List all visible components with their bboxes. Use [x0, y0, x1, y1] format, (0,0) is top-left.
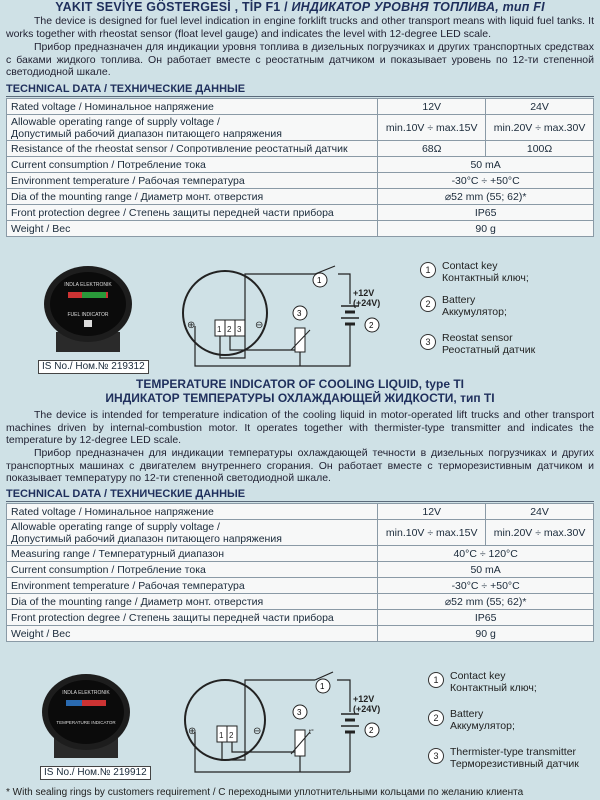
- spec-label: Dia of the mounting range / Диаметр монт. отверстия: [7, 594, 378, 610]
- spec-label: Environment temperature / Рабочая температура: [7, 578, 378, 594]
- section2-tech-header: TECHNICAL DATA / ТЕХНИЧЕСКИЕ ДАННЫЕ: [6, 488, 246, 500]
- table-row: [7, 504, 594, 520]
- spec-value: 12V: [378, 504, 486, 520]
- spec-label: Measuring range / Температурный диапазон: [7, 546, 378, 562]
- svg-text:TEMPERATURE INDICATOR: TEMPERATURE INDICATOR: [56, 720, 116, 725]
- spec-label: Front protection degree / Степень защиты передней части прибора: [7, 205, 378, 221]
- svg-text:INDLA ELEKTRONIK: INDLA ELEKTRONIK: [62, 690, 110, 696]
- svg-text:3: 3: [297, 309, 302, 318]
- svg-text:(+24V): (+24V): [353, 704, 381, 714]
- section1-desc-en: The device is designed for fuel level indication in engine forklift trucks and other transport means with liquid fuel tanks. It works together with rheostat sensor (float level gauge) and indicates the level with 12-degree LED scale.: [6, 15, 594, 40]
- section2-title-ru: ИНДИКАТОР ТЕМПЕРАТУРЫ ОХЛАЖДАЮЩЕЙ ЖИДКОСТИ, тип TI: [105, 391, 495, 405]
- spec-value: 100Ω: [486, 141, 594, 157]
- table-row: [7, 578, 594, 594]
- table-row: [7, 141, 594, 157]
- svg-text:2: 2: [369, 321, 374, 330]
- spec-label: Front protection degree / Степень защиты передней части прибора: [7, 610, 378, 626]
- table-row: [7, 520, 594, 546]
- svg-text:⊖: ⊖: [255, 320, 264, 331]
- svg-text:⊖: ⊖: [253, 726, 262, 737]
- spec-value: 12V: [378, 99, 486, 115]
- svg-text:⊕: ⊕: [187, 320, 196, 331]
- spec-value: 90 g: [378, 221, 594, 237]
- svg-text:1: 1: [320, 682, 325, 691]
- spec-value: min.10V ÷ max.15V: [378, 520, 486, 546]
- svg-text:(+24V): (+24V): [353, 298, 381, 308]
- section2-legend: 1 Contact key Контактный ключ; 2 Battery Аккумулятор; 3 Thermister-type transmitter Терморезистивный датчик: [428, 670, 600, 780]
- svg-text:t°: t°: [309, 729, 314, 736]
- svg-text:2: 2: [227, 325, 232, 334]
- section2-desc-ru: Прибор предназначен для индикации температуры охлаждающей течности в дизельных погрузчиках и других транспортных машинах с двигателем внутреннего сгорания. Он работает вместе с терморезистивным датчиком и показывает температуру по 12-ти степенной светодиодной шкале.: [6, 447, 594, 484]
- fuel-voltage-label: +12V: [353, 288, 375, 298]
- svg-text:INDLA ELEKTRONIK: INDLA ELEKTRONIK: [64, 282, 112, 288]
- section1-spec-table: [6, 98, 594, 237]
- spec-label: Rated voltage / Номинальное напряжение: [7, 99, 378, 115]
- svg-text:FUEL INDICATOR: FUEL INDICATOR: [67, 312, 109, 318]
- spec-value: ⌀52 mm (55; 62)*: [378, 594, 594, 610]
- svg-text:3: 3: [297, 708, 302, 717]
- svg-text:1: 1: [219, 731, 224, 740]
- spec-label: Allowable operating range of supply voltage / Допустимый рабочий диапазон питающего напряжения: [7, 115, 378, 141]
- table-row: [7, 205, 594, 221]
- table-row: [7, 610, 594, 626]
- footnote: * With sealing rings by customers requirement / С переходными уплотнительными кольцами по желанию клиента: [6, 787, 524, 798]
- spec-value: min.20V ÷ max.30V: [486, 520, 594, 546]
- spec-label: Allowable operating range of supply voltage / Допустимый рабочий диапазон питающего напряжения: [7, 520, 378, 546]
- table-row: [7, 189, 594, 205]
- spec-label: Current consumption / Потребление тока: [7, 562, 378, 578]
- fuel-wiring-diagram: [175, 258, 400, 376]
- table-row: [7, 594, 594, 610]
- table-row: [7, 626, 594, 642]
- spec-value: -30°C ÷ +50°C: [378, 173, 594, 189]
- temperature-wiring-diagram: [175, 668, 400, 780]
- svg-text:1: 1: [317, 276, 322, 285]
- table-row: [7, 115, 594, 141]
- spec-value: 68Ω: [378, 141, 486, 157]
- spec-label: Resistance of the rheostat sensor / Сопротивление реостатный датчик: [7, 141, 378, 157]
- table-row: [7, 99, 594, 115]
- section2-spec-table: [6, 503, 594, 642]
- spec-value: 50 mA: [378, 562, 594, 578]
- spec-label: Weight / Вес: [7, 626, 378, 642]
- spec-label: Dia of the mounting range / Диаметр монт. отверстия: [7, 189, 378, 205]
- spec-label: Current consumption / Потребление тока: [7, 157, 378, 173]
- svg-text:⊕: ⊕: [188, 726, 197, 737]
- table-row: [7, 157, 594, 173]
- section1-title: YAKIT SEVİYE GÖSTERGESİ , TİP F1 / ИНДИКАТОР УРОВНЯ ТОПЛИВА, тип FI: [55, 0, 545, 14]
- section2-title-en: TEMPERATURE INDICATOR OF COOLING LIQUID, type TI: [135, 377, 464, 391]
- section1-is-number: IS No./ Ном.№ 219312: [38, 360, 149, 374]
- table-row: [7, 221, 594, 237]
- spec-label: Environment temperature / Рабочая температура: [7, 173, 378, 189]
- section1-legend: 1 Contact key Контактный ключ; 2 Battery Аккумулятор; 3 Reostat sensor Реостатный датчик: [420, 260, 600, 360]
- section1-tech-header: TECHNICAL DATA / ТЕХНИЧЕСКИЕ ДАННЫЕ: [6, 83, 246, 95]
- spec-value: 24V: [486, 99, 594, 115]
- spec-value: min.10V ÷ max.15V: [378, 115, 486, 141]
- section1-desc-ru: Прибор предназначен для индикации уровня топлива в дизельных погрузчиках и других транспортных средствах с баками жидкого топлива. Он работает вместе с реостатным датчиком и показывает уровень по 12-ти степенной светодиодной шкале.: [6, 41, 594, 78]
- svg-text:2: 2: [229, 731, 234, 740]
- section2-desc-en: The device is intended for temperature indication of the cooling liquid in motor-operated lift trucks and other transport machines driven by internal-combustion motor. It operates together with thermister-type transmitter and indicates the temperature by 12-degree LED scale.: [6, 409, 594, 446]
- spec-value: 50 mA: [378, 157, 594, 173]
- spec-value: ⌀52 mm (55; 62)*: [378, 189, 594, 205]
- svg-text:2: 2: [369, 726, 374, 735]
- spec-value: -30°C ÷ +50°C: [378, 578, 594, 594]
- spec-label: Rated voltage / Номинальное напряжение: [7, 504, 378, 520]
- spec-value: 40°C ÷ 120°C: [378, 546, 594, 562]
- fuel-indicator-image: [28, 264, 148, 356]
- spec-value: min.20V ÷ max.30V: [486, 115, 594, 141]
- divider: [6, 96, 594, 97]
- spec-value: 90 g: [378, 626, 594, 642]
- svg-text:3: 3: [237, 325, 242, 334]
- temperature-indicator-image: [26, 672, 146, 762]
- section2-is-number: IS No./ Ном.№ 219912: [40, 766, 151, 780]
- table-row: [7, 173, 594, 189]
- spec-value: 24V: [486, 504, 594, 520]
- spec-label: Weight / Вес: [7, 221, 378, 237]
- svg-text:1: 1: [217, 325, 222, 334]
- temperature-voltage-label: +12V: [353, 694, 375, 704]
- spec-value: IP65: [378, 610, 594, 626]
- table-row: [7, 562, 594, 578]
- table-row: [7, 546, 594, 562]
- divider: [6, 501, 594, 502]
- spec-value: IP65: [378, 205, 594, 221]
